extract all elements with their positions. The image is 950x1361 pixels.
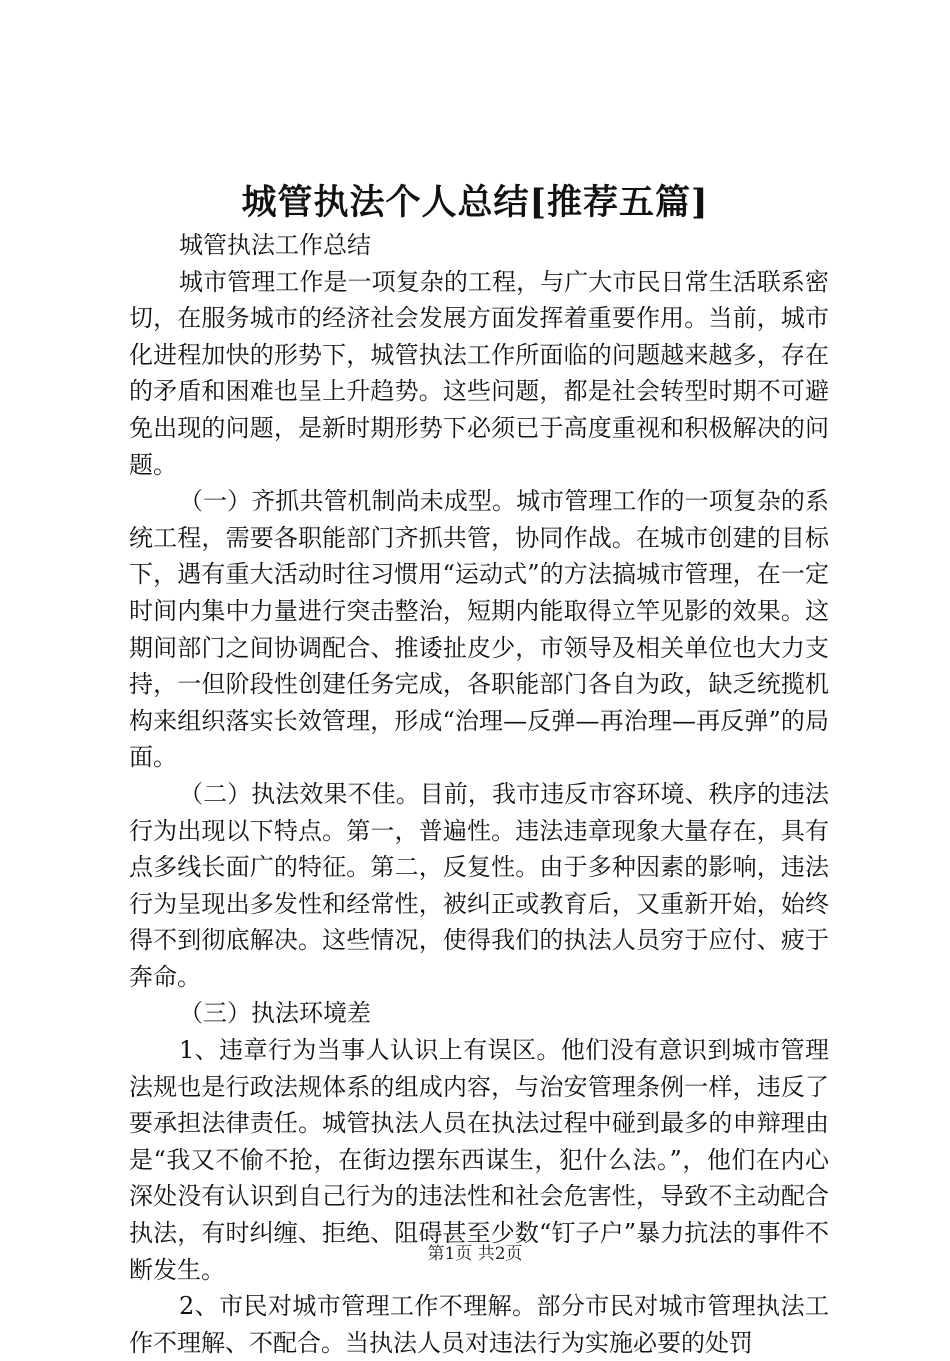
paragraph-intro: 城市管理工作是一项复杂的工程，与广大市民日常生活联系密切，在服务城市的经济社会发展方面发挥着重要作用。当前，城市化进程加快的形势下，城管执法工作所面临的问题越来越多，存在的矛盾和困难也呈上升趋势。这些问题，都是社会转型时期不可避免出现的问题，是新时期形势下必须已于高度重视和积极解决的问题。 [129,267,829,479]
paragraph-point-one: （一）齐抓共管机制尚未成型。城市管理工作的一项复杂的系统工程，需要各职能部门齐抓共管，协同作战。在城市创建的目标下，遇有重大活动时往习惯用“运动式”的方法搞城市管理，在一定时间内集中力量进行突击整治，短期内能取得立竿见影的效果。这期间部门之间协调配合、推诿扯皮少，市领导及相关单位也大力支持，一但阶段性创建任务完成，各职能部门各自为政，缺乏统揽机构来组织落实长效管理，形成“治理—反弹—再治理—再反弹”的局面。 [129,487,829,772]
page-number-footer: 第1页 共2页 [427,1244,523,1264]
section-heading: 城管执法工作总结 [179,231,371,259]
paragraph-point-two: （二）执法效果不佳。目前，我市违反市容环境、秩序的违法行为出现以下特点。第一，普遍性。违法违章现象大量存在，具有点多线长面广的特征。第二，反复性。由于多种因素的影响，违法行为呈现出多发性和经常性，被纠正或教育后，又重新开始，始终得不到彻底解决。这些情况，使得我们的执法人员穷于应付、疲于奔命。 [129,779,829,991]
document-body [129,227,829,1361]
paragraph-item-one: 1、违章行为当事人认识上有误区。他们没有意识到城市管理法规也是行政法规体系的组成内容，与治安管理条例一样，违反了要承担法律责任。城管执法人员在执法过程中碰到最多的申辩理由是“我又不偷不抢，在街边摆东西谋生，犯什么法。”，他们在内心深处没有认识到自己行为的违法性和社会危害性，导致不主动配合执法，有时纠缠、拒绝、阻碍甚至少数“钉子户”暴力抗法的事件不断发生。 [129,1036,829,1284]
paragraph-item-two: 2、市民对城市管理工作不理解。部分市民对城市管理执法工作不理解、不配合。当执法人员对违法行为实施必要的处罚 [129,1292,829,1357]
paragraph-point-three-heading: （三）执法环境差 [179,999,371,1028]
document-title: 城管执法个人总结[推荐五篇] [241,182,709,223]
